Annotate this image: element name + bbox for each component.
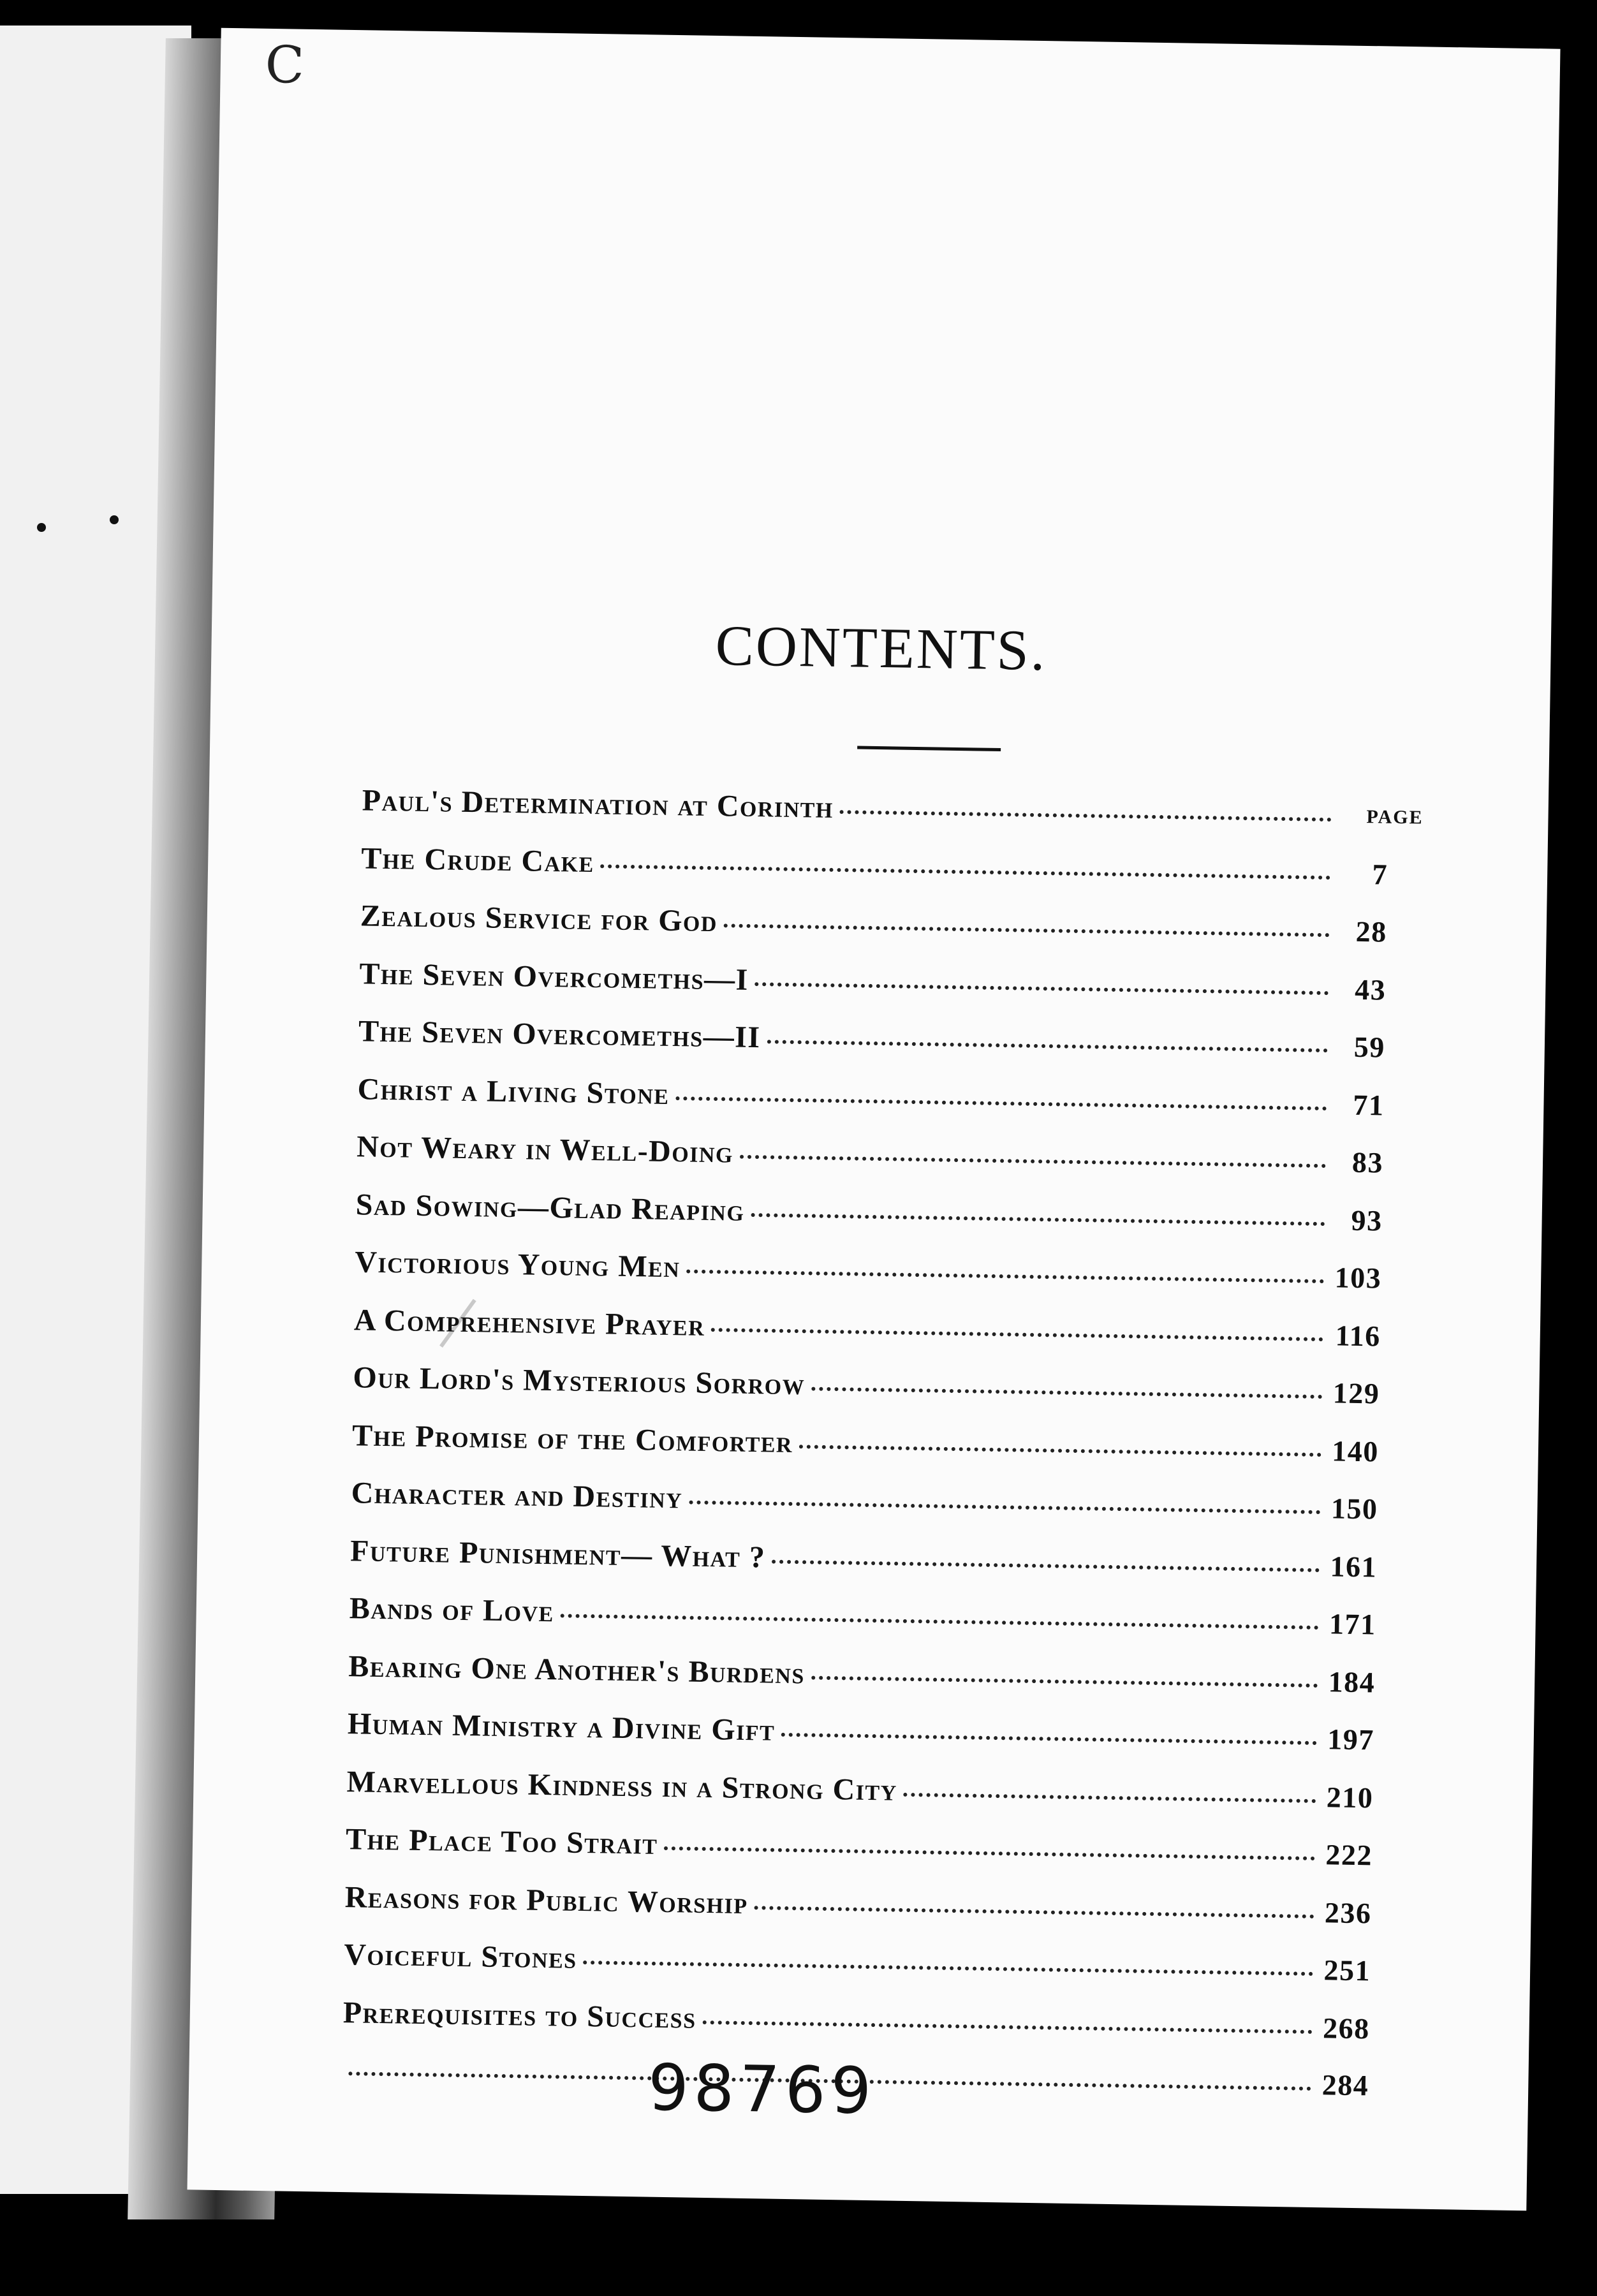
toc-entry-page: 197 <box>1327 1723 1375 1756</box>
toc-entry-page: 251 <box>1323 1954 1371 1987</box>
toc-entry-page: 236 <box>1324 1895 1372 1929</box>
toc-entry-page: 103 <box>1334 1261 1382 1295</box>
dot-leader <box>601 864 1330 879</box>
dot-leader <box>664 1846 1315 1860</box>
dot-leader <box>740 1155 1326 1168</box>
toc-entry-page: 171 <box>1328 1607 1377 1641</box>
dot-leader <box>840 810 1332 821</box>
dot-leader <box>686 1269 1324 1283</box>
toc-entry-page: 43 <box>1354 973 1387 1006</box>
dot-leader <box>767 1040 1327 1052</box>
table-of-contents <box>341 783 1388 2126</box>
toc-entry-page: 83 <box>1351 1145 1384 1179</box>
corner-mark: C <box>265 34 305 95</box>
dot-leader <box>751 1212 1325 1225</box>
dot-leader <box>772 1559 1320 1571</box>
toc-entry-title: The Place Too Strait <box>345 1822 658 1861</box>
dot-leader <box>811 1675 1318 1687</box>
toc-entry-title: Reasons for Public Worship <box>344 1880 749 1920</box>
toc-entry-page: 161 <box>1330 1549 1378 1583</box>
dot-leader <box>754 1906 1314 1918</box>
toc-entry-title: Our Lord's Mysterious Sorrow <box>353 1360 806 1402</box>
toc-entry-title: Zealous Service for God <box>360 899 718 939</box>
toc-entry-title: The Promise of the Comforter <box>351 1418 793 1459</box>
dot-leader <box>702 2020 1312 2033</box>
dot-leader <box>689 1501 1320 1515</box>
toc-entry-page: 284 <box>1321 2068 1369 2102</box>
toc-entry-title: Victorious Young Men <box>354 1245 681 1284</box>
toc-entry-page: 59 <box>1353 1030 1386 1064</box>
toc-entry-title: Future Punishment— What ? <box>350 1533 766 1574</box>
ink-speck <box>37 523 46 532</box>
toc-entry-page: 222 <box>1325 1838 1373 1872</box>
handwritten-accession-number: 98769 <box>647 2050 878 2129</box>
dot-leader <box>724 924 1330 937</box>
dot-leader <box>711 1328 1323 1341</box>
toc-entry-title: The Seven Overcomeths—II <box>358 1014 762 1055</box>
toc-entry-title: A Comprehensive Prayer <box>353 1302 705 1343</box>
toc-entry-title: Prerequisites to Success <box>342 1995 697 2035</box>
toc-entry-page: 71 <box>1353 1088 1385 1122</box>
contents-page <box>188 28 1561 2211</box>
toc-entry-title: The Seven Overcomeths—I <box>359 956 749 997</box>
toc-entry-page: 28 <box>1355 915 1388 948</box>
toc-entry-title: Not Weary in Well-Doing <box>356 1130 734 1170</box>
dot-leader <box>904 1792 1316 1802</box>
toc-entry-title: Bands of Love <box>349 1591 555 1629</box>
toc-entry-page: 184 <box>1328 1665 1376 1698</box>
dot-leader <box>561 1614 1319 1630</box>
dot-leader <box>584 1961 1314 1976</box>
title-rule <box>857 746 1001 752</box>
page-column-label: PAGE <box>1366 806 1424 828</box>
toc-entry-title: The Crude Cake <box>360 841 595 879</box>
toc-entry-title: Bearing One Another's Burdens <box>348 1649 806 1690</box>
toc-entry-title: Marvellous Kindness in a Strong City <box>346 1764 898 1807</box>
toc-entry-page: 129 <box>1332 1376 1380 1410</box>
toc-entry-title: Christ a Living Stone <box>357 1071 670 1111</box>
toc-entry-title: Paul's Determination at Corinth <box>362 783 834 825</box>
dot-leader <box>781 1733 1317 1745</box>
page-title: CONTENTS. <box>715 614 1048 683</box>
dot-leader <box>755 982 1329 995</box>
dot-leader <box>811 1387 1322 1399</box>
toc-entry-page: 116 <box>1335 1318 1381 1353</box>
toc-entry-title: Character and Destiny <box>351 1476 683 1515</box>
toc-entry-page: 150 <box>1330 1492 1378 1526</box>
toc-entry-page: 7 <box>1372 857 1388 891</box>
toc-entry-page <box>1337 825 1388 826</box>
dot-leader <box>675 1096 1327 1110</box>
dot-leader <box>799 1445 1321 1457</box>
toc-entry-title: Sad Sowing—Glad Reaping <box>355 1187 745 1228</box>
ink-speck <box>110 515 119 524</box>
toc-entry-page: 268 <box>1322 2011 1371 2045</box>
toc-entry-page: 210 <box>1326 1780 1374 1814</box>
toc-entry-page: 140 <box>1332 1434 1380 1468</box>
toc-entry-page: 93 <box>1351 1203 1383 1237</box>
toc-entry-title: Human Ministry a Divine Gift <box>347 1707 776 1748</box>
toc-entry-title: Voiceful Stones <box>343 1938 578 1975</box>
